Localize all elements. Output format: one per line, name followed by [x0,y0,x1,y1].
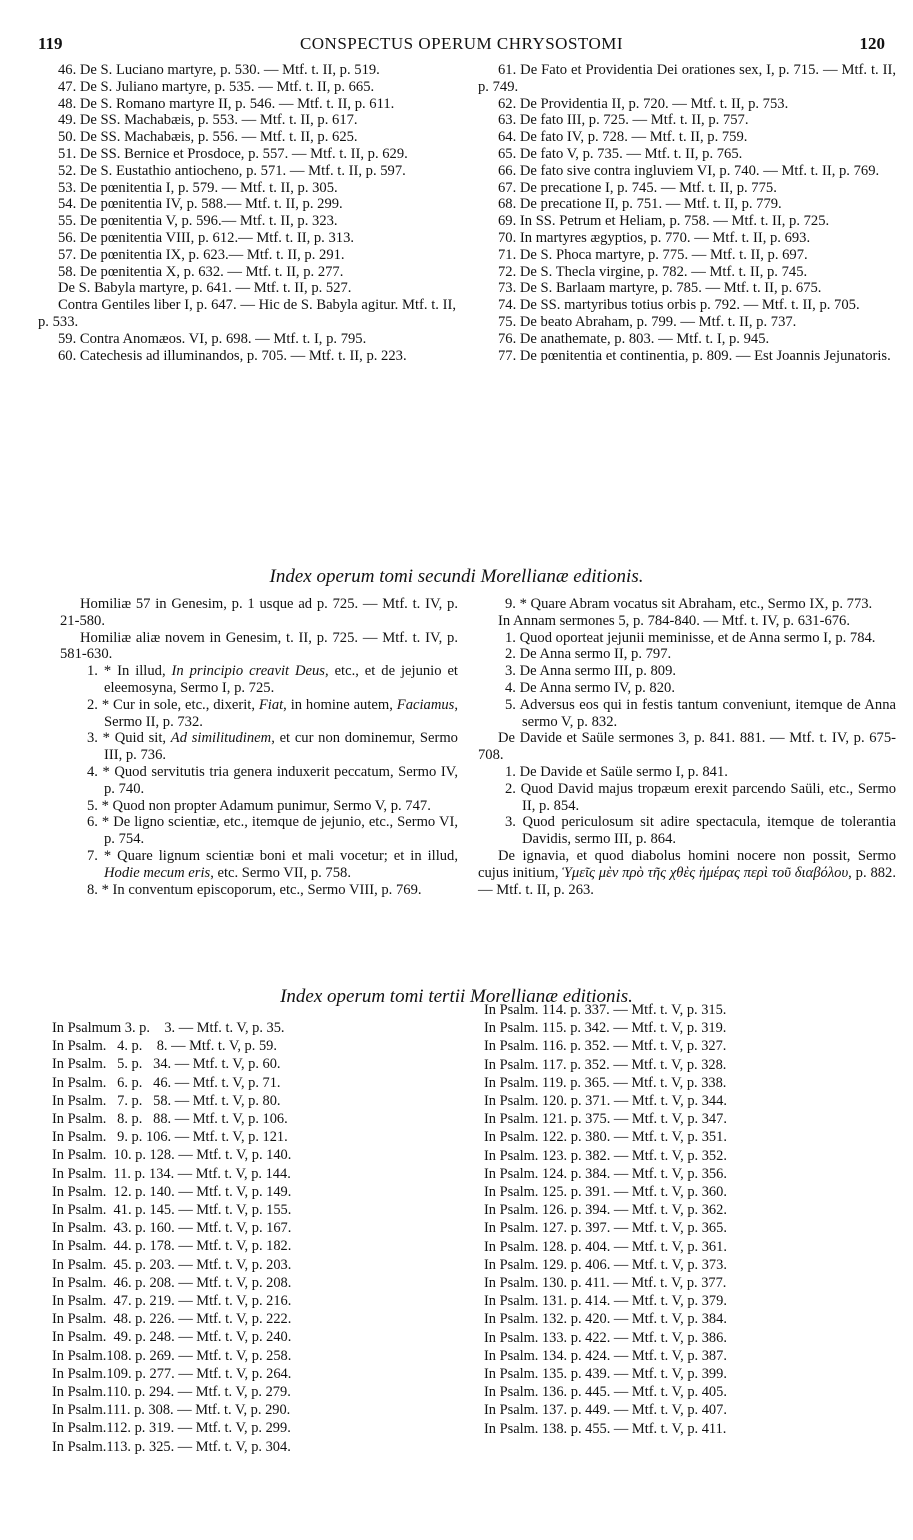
index-entry: 51. De SS. Bernice et Prosdoce, p. 557. — Mtf. t. II, p. 629. [58,145,408,162]
group-heading: Homiliæ 57 in Genesim, p. 1 usque ad p. 725. — Mtf. t. IV, p. 21-580. [60,596,458,629]
psalm-entry: In Psalm. 134. p. 424. — Mtf. t. V, p. 387. [484,1347,727,1364]
sermon-entry [60,814,458,848]
psalm-entry: In Psalm. 137. p. 449. — Mtf. t. V, p. 407. [484,1402,727,1419]
entry-text: 3. * Quid sit, [87,730,171,747]
psalm-entry: In Psalm. 6. p. 46. — Mtf. t. V, p. 71. [52,1074,281,1091]
index-entry: 75. De beato Abraham, p. 799. — Mtf. t. II, p. 737. [498,313,797,330]
psalm-entry: In Psalm. 131. p. 414. — Mtf. t. V, p. 379. [484,1293,727,1310]
psalm-entry: In Psalm. 120. p. 371. — Mtf. t. V, p. 344. [484,1093,727,1110]
italic-phrase: Ὑμεῖς μὲν πρὸ τῆς χθὲς ἡμέρας περὶ τοῦ διαβόλου [562,864,849,881]
sermon-entry: 5. Adversus eos qui in festis tantum conveniunt, itemque de Anna sermo V, p. 832. [505,696,896,730]
italic-phrase: In principio creavit Deus [171,663,325,680]
entry-text: 4. * Quod servitutis tria genera induxerit peccatum, Sermo IV, p. 740. [87,763,458,797]
psalm-entry: In Psalm. 116. p. 352. — Mtf. t. V, p. 327. [484,1038,727,1055]
psalm-entry: In Psalm. 9. p. 106. — Mtf. t. V, p. 121. [52,1129,288,1146]
entry-text: , etc. Sermo VII, p. 758. [210,864,351,881]
sermon-entry [60,848,458,882]
psalms-left-column [52,1019,452,1456]
psalm-entry: In Psalm. 41. p. 145. — Mtf. t. V, p. 155. [52,1202,292,1219]
index-entry: 61. De Fato et Providentia Dei orationes sex, I, p. 715. — Mtf. t. II, p. 749. [478,62,896,95]
group-heading: De Davide et Saüle sermones 3, p. 841. 881. — Mtf. t. IV, p. 675-708. [478,730,896,764]
sermon-entry: 2. Quod David majus tropæum erexit parcendo Saüli, etc., Sermo II, p. 854. [505,780,896,814]
index-entry: 71. De S. Phoca martyre, p. 775. — Mtf. t. II, p. 697. [498,246,808,263]
psalm-entry: In Psalm. 43. p. 160. — Mtf. t. V, p. 167. [52,1220,292,1237]
psalm-entry: In Psalm. 10. p. 128. — Mtf. t. V, p. 140. [52,1147,292,1164]
index-entry: 66. De fato sive contra ingluviem VI, p. 740. — Mtf. t. II, p. 769. [498,162,880,179]
psalm-entry: In Psalm. 133. p. 422. — Mtf. t. V, p. 386. [484,1329,727,1346]
index-entry: 52. De S. Eustathio antiocheno, p. 571. — Mtf. t. II, p. 597. [58,162,406,179]
psalm-entry: In Psalm.109. p. 277. — Mtf. t. V, p. 264. [52,1365,292,1382]
index-entry: 53. De pœnitentia I, p. 579. — Mtf. t. II, p. 305. [58,179,338,196]
entry-text: , in homine autem, [283,696,397,713]
entry-text: 2. * Cur in sole, etc., dixerit, [87,696,259,713]
sermon-entry: 1. Quod oporteat jejunii meminisse, et de Anna sermo I, p. 784. [505,629,876,646]
psalm-entry: In Psalm. 132. p. 420. — Mtf. t. V, p. 384. [484,1311,727,1328]
index-entry: 46. De S. Luciano martyre, p. 530. — Mtf. t. II, p. 519. [58,62,380,78]
entry-text: , p. 882. — Mtf. t. II, p. 263. [478,864,897,898]
index-entry: De S. Babyla martyre, p. 641. — Mtf. t. II, p. 527. [58,280,352,297]
psalm-entry: In Psalm. 122. p. 380. — Mtf. t. V, p. 351. [484,1129,727,1146]
psalm-entry: In Psalm. 119. p. 365. — Mtf. t. V, p. 338. [484,1074,727,1091]
index-entry: 69. In SS. Petrum et Heliam, p. 758. — Mtf. t. II, p. 725. [498,213,830,230]
psalm-entry: In Psalm. 114. p. 337. — Mtf. t. V, p. 315. [484,1002,727,1018]
psalm-entry: In Psalm. 4. p. 8. — Mtf. t. V, p. 59. [52,1038,277,1055]
psalm-entry: In Psalm. 126. p. 394. — Mtf. t. V, p. 362. [484,1202,727,1219]
psalm-entry: In Psalm. 128. p. 404. — Mtf. t. V, p. 361. [484,1238,727,1255]
index-entry: 54. De pœnitentia IV, p. 588.— Mtf. t. II, p. 299. [58,196,343,213]
page-number-right: 120 [859,34,885,53]
psalm-entry: In Psalm. 125. p. 391. — Mtf. t. V, p. 360. [484,1184,727,1201]
psalm-entry: In Psalm. 44. p. 178. — Mtf. t. V, p. 182. [52,1238,292,1255]
psalms-right-column [484,1001,892,1438]
index-entry: 49. De SS. Machabæis, p. 553. — Mtf. t. II, p. 617. [58,112,358,129]
psalm-entry: In Psalm. 7. p. 58. — Mtf. t. V, p. 80. [52,1092,281,1109]
index-entry: 59. Contra Anomæos. VI, p. 698. — Mtf. t. I, p. 795. [58,330,367,347]
psalm-entry: In Psalm. 8. p. 88. — Mtf. t. V, p. 106. [52,1111,288,1128]
section2-right-column [478,596,896,898]
index-entry: 65. De fato V, p. 735. — Mtf. t. II, p. 765. [498,145,743,162]
sermon-entry [60,663,458,697]
psalm-entry: In Psalm. 11. p. 134. — Mtf. t. V, p. 144. [52,1165,291,1182]
index-entry: 56. De pœnitentia VIII, p. 612.— Mtf. t. II, p. 313. [58,229,355,246]
index-entry: 64. De fato IV, p. 728. — Mtf. t. II, p. 759. [498,129,748,146]
index-entry: 67. De precatione I, p. 745. — Mtf. t. II, p. 775. [498,179,777,196]
sermon-entry: 1. De Davide et Saüle sermo I, p. 841. [505,763,728,780]
psalm-entry: In Psalm. 115. p. 342. — Mtf. t. V, p. 319. [484,1020,727,1037]
index-entry: 57. De pœnitentia IX, p. 623.— Mtf. t. II, p. 291. [58,246,345,263]
sermon-entry [60,798,458,815]
entry-text: De ignavia, et quod diabolus homini nocere non possit, Sermo cujus initium, [478,847,896,881]
group-heading: Homiliæ aliæ novem in Genesim, t. II, p. 725. — Mtf. t. IV, p. 581-630. [60,629,458,663]
psalm-entry: In Psalm. 117. p. 352. — Mtf. t. V, p. 328. [484,1056,727,1073]
sermon-entry: 3. De Anna sermo III, p. 809. [505,663,677,680]
italic-phrase: Faciamus [396,696,455,713]
psalm-entry: In Psalm. 48. p. 226. — Mtf. t. V, p. 222. [52,1311,292,1328]
sermon-entry: 3. Quod periculosum sit adire spectacula, itemque de tolerantia Davidis, sermo III, p. 864. [505,814,896,848]
sermon-entry: 4. De Anna sermo IV, p. 820. [505,679,675,696]
entry-text: , Sermo II, p. 732. [104,696,458,730]
psalm-entry: In Psalm. 121. p. 375. — Mtf. t. V, p. 347. [484,1111,727,1128]
psalm-entry: In Psalm.111. p. 308. — Mtf. t. V, p. 290. [52,1402,291,1419]
entry-text: 7. * Quare lignum scientiæ boni et mali vocetur; et in illud, [87,847,458,864]
psalm-entry: In Psalm. 12. p. 140. — Mtf. t. V, p. 149. [52,1183,292,1200]
entry-text: 1. * In illud, [87,663,172,680]
sermon-entry [60,697,458,731]
italic-phrase: Ad similitudinem [170,730,272,747]
entry-text: , et cur non dominemur, Sermo III, p. 736. [104,730,458,764]
psalm-entry: In Psalm. 129. p. 406. — Mtf. t. V, p. 373. [484,1256,727,1273]
psalm-entry: In Psalmum 3. p. 3. — Mtf. t. V, p. 35. [52,1020,285,1036]
psalm-entry: In Psalm. 123. p. 382. — Mtf. t. V, p. 352. [484,1147,727,1164]
sermon-entry [60,764,458,798]
italic-phrase: Fiat [258,696,284,713]
psalm-entry: In Psalm. 45. p. 203. — Mtf. t. V, p. 203. [52,1256,292,1273]
index-entry: 72. De S. Thecla virgine, p. 782. — Mtf. t. II, p. 745. [498,263,808,280]
psalm-entry: In Psalm.110. p. 294. — Mtf. t. V, p. 279. [52,1384,291,1401]
index-entry [478,848,896,898]
entry-text: 6. * De ligno scientiæ, etc., itemque de jejunio, etc., Sermo VI, p. 754. [87,814,458,848]
running-header [38,34,885,60]
section1-right-column [478,62,896,364]
index-entry: 62. De Providentia II, p. 720. — Mtf. t. II, p. 753. [498,95,789,112]
index-entry: 63. De fato III, p. 725. — Mtf. t. II, p. 757. [498,112,749,129]
psalm-entry: In Psalm. 49. p. 248. — Mtf. t. V, p. 240. [52,1329,292,1346]
psalm-entry: In Psalm. 5. p. 34. — Mtf. t. V, p. 60. [52,1056,281,1073]
index-entry: 73. De S. Barlaam martyre, p. 785. — Mtf. t. II, p. 675. [498,280,822,297]
running-title: CONSPECTUS OPERUM CHRYSOSTOMI [299,34,624,53]
entry-text: 5. * Quod non propter Adamum punimur, Sermo V, p. 747. [87,797,431,814]
psalm-entry: In Psalm. 46. p. 208. — Mtf. t. V, p. 208. [52,1274,292,1291]
sermon-entry [60,730,458,764]
index-entry: 48. De S. Romano martyre II, p. 546. — Mtf. t. II, p. 611. [58,95,395,112]
index-entry: 74. De SS. martyribus totius orbis p. 792. — Mtf. t. II, p. 705. [498,297,860,314]
psalm-entry: In Psalm. 136. p. 445. — Mtf. t. V, p. 405. [484,1384,727,1401]
index-entry: 60. Catechesis ad illuminandos, p. 705. — Mtf. t. II, p. 223. [58,347,407,364]
index-entry: Contra Gentiles liber I, p. 647. — Hic de S. Babyla agitur. Mtf. t. II, p. 533. [38,297,456,330]
psalm-entry: In Psalm. 130. p. 411. — Mtf. t. V, p. 377. [484,1275,727,1292]
psalm-entry: In Psalm. 138. p. 455. — Mtf. t. V, p. 411. [484,1420,727,1437]
psalm-entry: In Psalm.113. p. 325. — Mtf. t. V, p. 304. [52,1438,291,1455]
index-heading-tome-3: Index operum tomi tertii Morellianæ editionis. [280,986,633,1007]
index-entry: 76. De anathemate, p. 803. — Mtf. t. I, p. 945. [498,330,770,347]
italic-phrase: Hodie mecum eris [104,864,211,881]
entry-text: 8. * In conventum episcoporum, etc., Sermo VIII, p. 769. [87,881,422,898]
sermon-entry: 9. * Quare Abram vocatus sit Abraham, etc., Sermo IX, p. 773. [505,596,873,612]
index-entry: 70. In martyres ægyptios, p. 770. — Mtf. t. II, p. 693. [498,229,811,246]
psalm-entry: In Psalm.108. p. 269. — Mtf. t. V, p. 258. [52,1347,292,1364]
index-entry: 47. De S. Juliano martyre, p. 535. — Mtf. t. II, p. 665. [58,78,375,95]
psalm-entry: In Psalm. 127. p. 397. — Mtf. t. V, p. 365. [484,1220,727,1237]
sermon-entry: 2. De Anna sermo II, p. 797. [505,646,672,663]
index-entry: 77. De pœnitentia et continentia, p. 809. — Est Joannis Jejunatoris. [498,347,891,364]
psalm-entry: In Psalm. 124. p. 384. — Mtf. t. V, p. 356. [484,1165,727,1182]
index-entry: 58. De pœnitentia X, p. 632. — Mtf. t. II, p. 277. [58,263,344,280]
entry-text: , etc., et de jejunio et eleemosyna, Sermo I, p. 725. [104,663,458,696]
section2-left-column [60,596,458,898]
sermon-entry [60,882,458,899]
page-number-left: 119 [38,34,63,53]
psalm-entry: In Psalm. 135. p. 439. — Mtf. t. V, p. 399. [484,1366,727,1383]
index-entry: 55. De pœnitentia V, p. 596.— Mtf. t. II, p. 323. [58,213,338,230]
psalm-entry: In Psalm.112. p. 319. — Mtf. t. V, p. 299. [52,1420,291,1437]
index-entry: 68. De precatione II, p. 751. — Mtf. t. II, p. 779. [498,196,782,213]
index-heading-tome-2: Index operum tomi secundi Morellianæ editionis. [269,566,644,587]
section1-left-column [38,62,456,364]
group-heading: In Annam sermones 5, p. 784-840. — Mtf. t. IV, p. 631-676. [498,612,850,629]
psalm-entry: In Psalm. 47. p. 219. — Mtf. t. V, p. 216. [52,1293,292,1310]
index-entry: 50. De SS. Machabæis, p. 556. — Mtf. t. II, p. 625. [58,129,358,146]
